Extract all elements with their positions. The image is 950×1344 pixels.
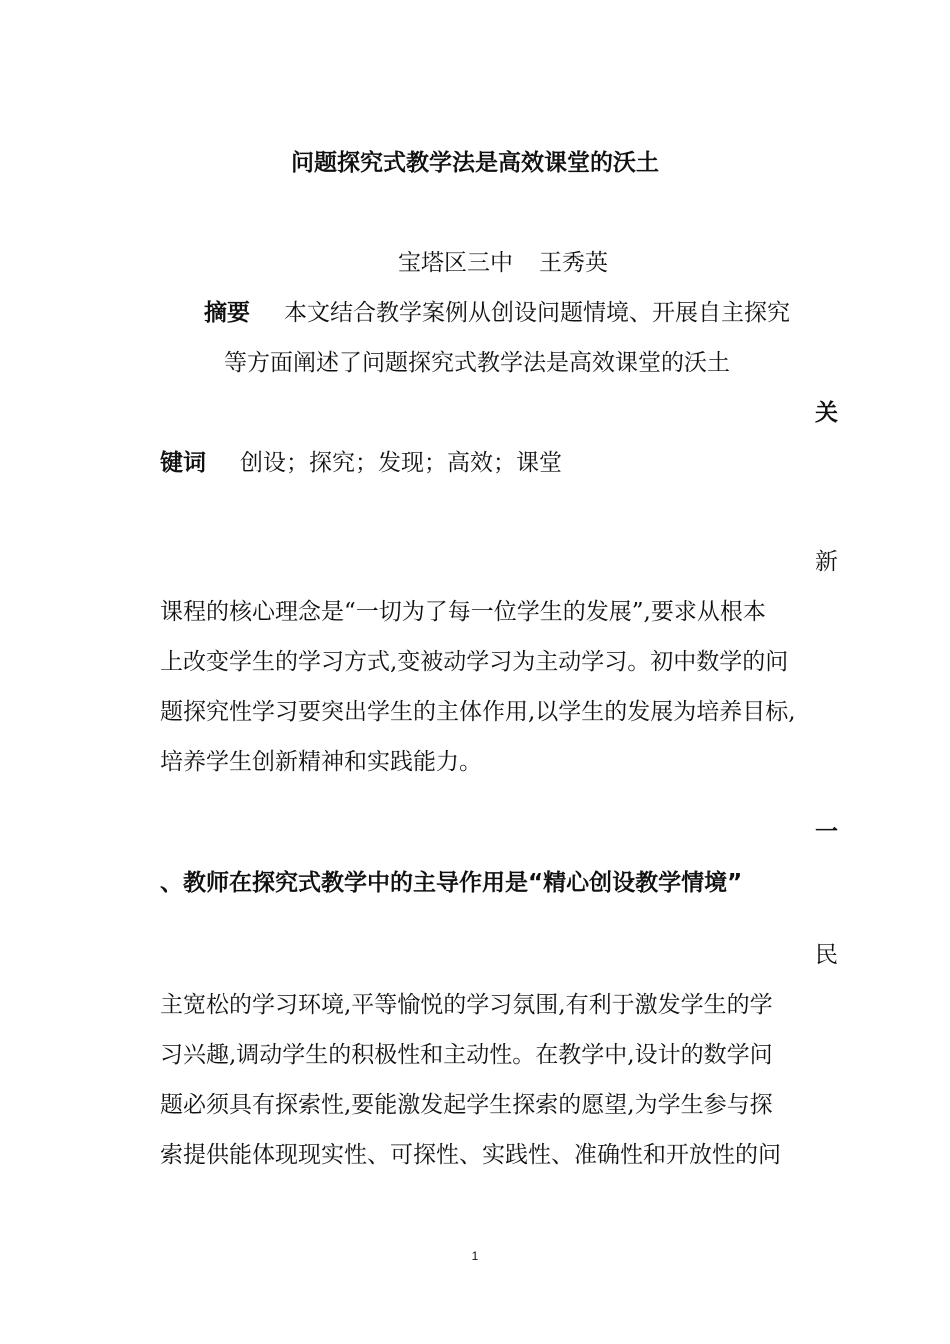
author-line [398,248,608,278]
para2-line: 索提供能体现现实性、可探性、实践性、准确性和开放性的问 [160,1142,781,1168]
document-title: 问题探究式教学法是高效课堂的沃土 [291,150,659,176]
keywords-label-part1: 关 [815,400,838,426]
page-number: 1 [471,1249,479,1263]
author-school: 宝塔区三中 [398,250,513,276]
abstract-label: 摘要 [204,300,250,326]
abstract-line-1 [204,298,790,328]
para2-first-char: 民 [815,942,838,968]
heading1-text: 、教师在探究式教学中的主导作用是“精心创设教学情境” [160,870,743,896]
para1-line: 课程的核心理念是“一切为了每一位学生的发展”,要求从根本 [160,599,766,625]
para1-first-char: 新 [815,549,838,575]
keywords-line [160,448,562,478]
para1-line: 题探究性学习要突出学生的主体作用,以学生的发展为培养目标, [160,699,796,725]
para1-line: 培养学生创新精神和实践能力。 [160,749,482,775]
abstract-text-1: 本文结合教学案例从创设问题情境、开展自主探究 [284,300,790,326]
para2-line: 习兴趣,调动学生的积极性和主动性。在教学中,设计的数学问 [160,1042,773,1068]
heading1-first-char: 一 [815,819,838,845]
abstract-line-2: 等方面阐述了问题探究式教学法是高效课堂的沃土 [224,350,730,376]
para2-line: 主宽松的学习环境,平等愉悦的学习氛围,有利于激发学生的学 [160,992,773,1018]
keywords-text: 创设；探究；发现；高效；课堂 [240,450,562,476]
keywords-label-part2: 键词 [160,450,206,476]
para1-line: 上改变学生的学习方式,变被动学习为主动学习。初中数学的问 [160,649,789,675]
para2-line: 题必须具有探索性,要能激发起学生探索的愿望,为学生参与探 [160,1092,773,1118]
author-name: 王秀英 [539,250,608,276]
